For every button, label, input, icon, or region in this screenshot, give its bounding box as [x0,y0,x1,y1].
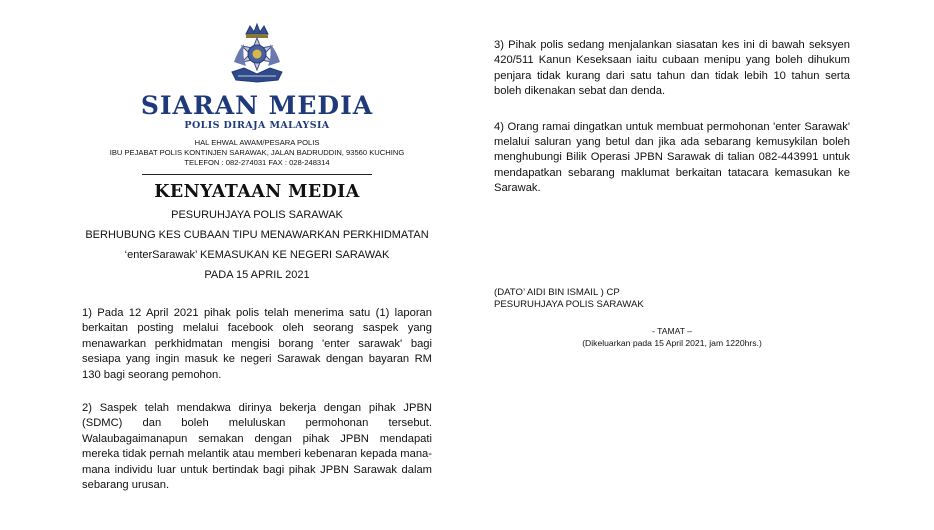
paragraph-4: 4) Orang ramai dingatkan untuk membuat permohonan 'enter Sarawak' melalui saluran yang betul dan jika ada sebarang kemusykilan boleh menghubungi Bilik Operasi JPBN Sarawak di talian 082-443991 untuk mendapatkan sebarang maklumat berkaitan tatacara kemasukan ke Sarawak. [494,120,850,195]
statement-heading: KENYATAAN MEDIA [154,182,360,202]
statement-from: PESURUHJAYA POLIS SARAWAK [171,209,343,221]
right-column [494,38,850,349]
issued-note: (Dikeluarkan pada 15 April 2021, jam 1220hrs.) [582,337,762,348]
signature-name: (DATO’ AIDI BIN ISMAIL ) CP [494,286,620,298]
address-line: HAL EHWAL AWAM/PESARA POLIS [194,138,320,147]
address-line: IBU PEJABAT POLIS KONTINJEN SARAWAK, JALAN BADRUDDIN, 93560 KUCHING [109,148,405,157]
signature-title: PESURUHJAYA POLIS SARAWAK [494,298,644,310]
paragraph-3: 3) Pihak polis sedang menjalankan siasatan kes ini di bawah seksyen 420/511 Kanun Keseksaan iaitu cubaan menipu yang boleh dihukum penjara tidak kurang dari satu tahun dan tidak lebih 10 tahun serta boleh dikenakan sebat dan denda. [494,39,850,98]
statement-date: PADA 15 APRIL 2021 [204,269,310,281]
contact-line: TELEFON : 082-274031 FAX : 028-248314 [184,158,330,167]
divider [142,174,372,175]
signature-block [494,287,850,311]
statement-subject-line2: ‘enterSarawak’ KEMASUKAN KE NEGERI SARAWAK [124,249,390,261]
statement-subject-line1: BERHUBUNG KES CUBAAN TIPU MENAWARKAN PERKHIDMATAN [85,229,429,241]
paragraph-1: 1) Pada 12 April 2021 pihak polis telah menerima satu (1) laporan berkaitan posting melalui facebook oleh seorang saspek yang menawarkan perkhidmatan mengisi borang 'enter sarawak' bagi sesiapa yang ingin masuk ke negeri Sarawak dengan bayaran RM 130 bagi seorang pemohon. [82,307,432,381]
masthead [82,22,432,282]
left-column [82,22,432,493]
end-marker: - TAMAT – [652,325,692,336]
paragraph-2: 2) Saspek telah mendakwa dirinya bekerja dengan pihak JPBN (SDMC) dan boleh meluluskan permohonan tersebut. Walaubagaimanapun semakan dengan pihak JPBN mendapati mereka tidak pernah melantik atau memberi kebenaran kepada mana-mana individu luar untuk bertindak bagi pihak JPBN Sarawak dalam sebarang urusan. [82,402,432,492]
page-title: SIARAN MEDIA [140,91,374,120]
pdrm-crest-icon [224,22,290,88]
page-subtitle: POLIS DIRAJA MALAYSIA [184,120,330,131]
